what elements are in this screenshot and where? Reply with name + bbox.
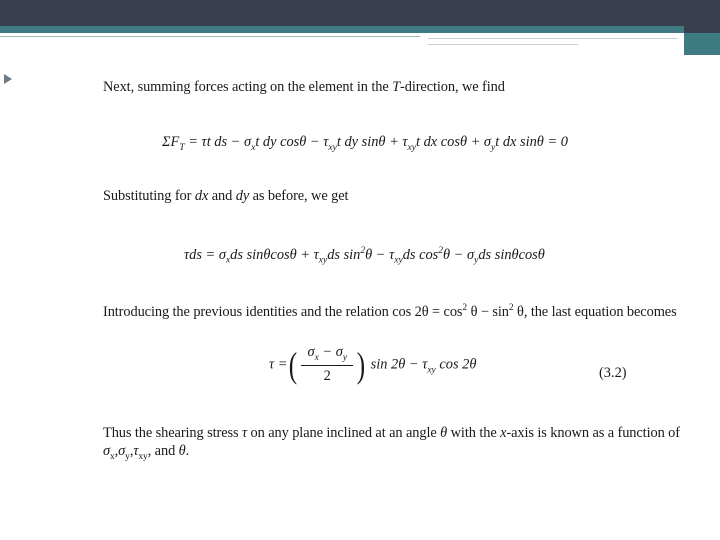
fraction-denominator: 2 <box>323 368 331 385</box>
eq-text: t dx sinθ = 0 <box>495 134 568 150</box>
eq-sub: x <box>225 255 231 266</box>
text: with the <box>447 425 501 441</box>
paragraph-variables <box>103 444 189 462</box>
eq-text: θ − σ <box>443 246 475 263</box>
eq-sub: T <box>179 142 185 153</box>
text: τ <box>241 425 248 441</box>
text: . <box>185 443 190 459</box>
eq-text: θ − τ <box>365 246 395 263</box>
corner-accent-decoration <box>684 33 720 55</box>
eq-text: t dy cosθ − τ <box>255 134 329 150</box>
eq-text: σ <box>307 344 315 360</box>
text: Substituting for <box>103 188 195 204</box>
text: and <box>208 188 236 204</box>
eq-sub: y <box>342 352 348 363</box>
eq-sup: 2 <box>438 246 444 256</box>
text: on any plane inclined at an angle <box>247 425 441 441</box>
right-paren: ) <box>356 345 366 386</box>
equation-number: (3.2) <box>599 365 627 381</box>
eq-text: − σ <box>318 344 343 360</box>
eq-sub: x <box>314 352 319 363</box>
text: θ <box>178 443 186 459</box>
eq-text: τds = σ <box>184 246 226 263</box>
fraction-numerator <box>301 345 353 366</box>
title-bar <box>0 0 720 26</box>
text: , and <box>147 443 179 459</box>
eq-text: ds cos <box>402 246 439 263</box>
eq-text: = τt ds − σ <box>184 134 252 150</box>
sup: 2 <box>508 303 514 313</box>
eq-sub: xy <box>427 365 436 376</box>
eq-text: ds sin <box>327 246 361 263</box>
equation-force-sum <box>162 135 568 153</box>
equation-shear-stress <box>269 345 476 385</box>
sup: 2 <box>462 303 468 313</box>
text: , <box>114 443 119 459</box>
equation-substituted <box>184 246 545 266</box>
eq-text: ds sinθcosθ <box>478 246 545 263</box>
eq-sub: xy <box>394 255 403 266</box>
sub: x <box>110 451 115 462</box>
text: = cos <box>428 303 463 320</box>
text: -axis is known as a function of <box>506 425 680 441</box>
left-paren: ( <box>289 345 298 386</box>
paragraph-identities <box>103 303 677 321</box>
text: θ, the last equation becomes <box>513 303 677 320</box>
paragraph-conclusion <box>103 426 680 442</box>
text: σ <box>118 443 126 459</box>
fraction <box>301 345 353 385</box>
sub: xy <box>138 451 148 462</box>
text: Introducing the previous identities and the relation cos 2 <box>103 303 422 320</box>
text: Next, summing forces acting on the element in the <box>103 79 393 95</box>
text: as before, we get <box>249 188 349 204</box>
text: dy <box>235 188 250 204</box>
text: θ − sin <box>467 303 509 320</box>
eq-sub: xy <box>318 255 328 266</box>
eq-text: ΣF <box>162 134 180 150</box>
paragraph-summing-forces <box>103 80 505 96</box>
text: θ <box>421 303 429 320</box>
eq-text: τ = <box>269 356 288 373</box>
eq-text: t dy sinθ + τ <box>336 134 408 150</box>
text: , <box>129 443 134 459</box>
paragraph-substituting <box>103 189 348 205</box>
title-accent-stripe <box>0 26 720 33</box>
eq-text: t dx cosθ + σ <box>415 134 492 150</box>
text: T <box>392 79 401 95</box>
text: Thus the shearing stress <box>103 425 242 441</box>
divider-rule <box>428 38 678 39</box>
text: -direction, we find <box>400 79 505 95</box>
divider-rule <box>428 44 578 45</box>
eq-sub: x <box>251 142 256 153</box>
text: σ <box>103 443 110 459</box>
eq-text: cos 2θ <box>435 356 477 373</box>
bullet-arrow-icon <box>4 74 12 84</box>
eq-sub: y <box>491 142 496 153</box>
text: x <box>500 425 507 441</box>
text: θ <box>440 425 448 441</box>
eq-sub: xy <box>328 142 337 153</box>
eq-sup: 2 <box>360 246 366 256</box>
sub: y <box>125 451 130 462</box>
eq-text: sin 2θ − τ <box>367 356 428 373</box>
text: dx <box>194 188 209 204</box>
eq-text: ds sinθcosθ + τ <box>230 246 319 263</box>
text: τ <box>133 443 139 459</box>
eq-sub: y <box>474 255 479 266</box>
eq-sub: xy <box>407 142 416 153</box>
divider-rule <box>0 36 420 37</box>
